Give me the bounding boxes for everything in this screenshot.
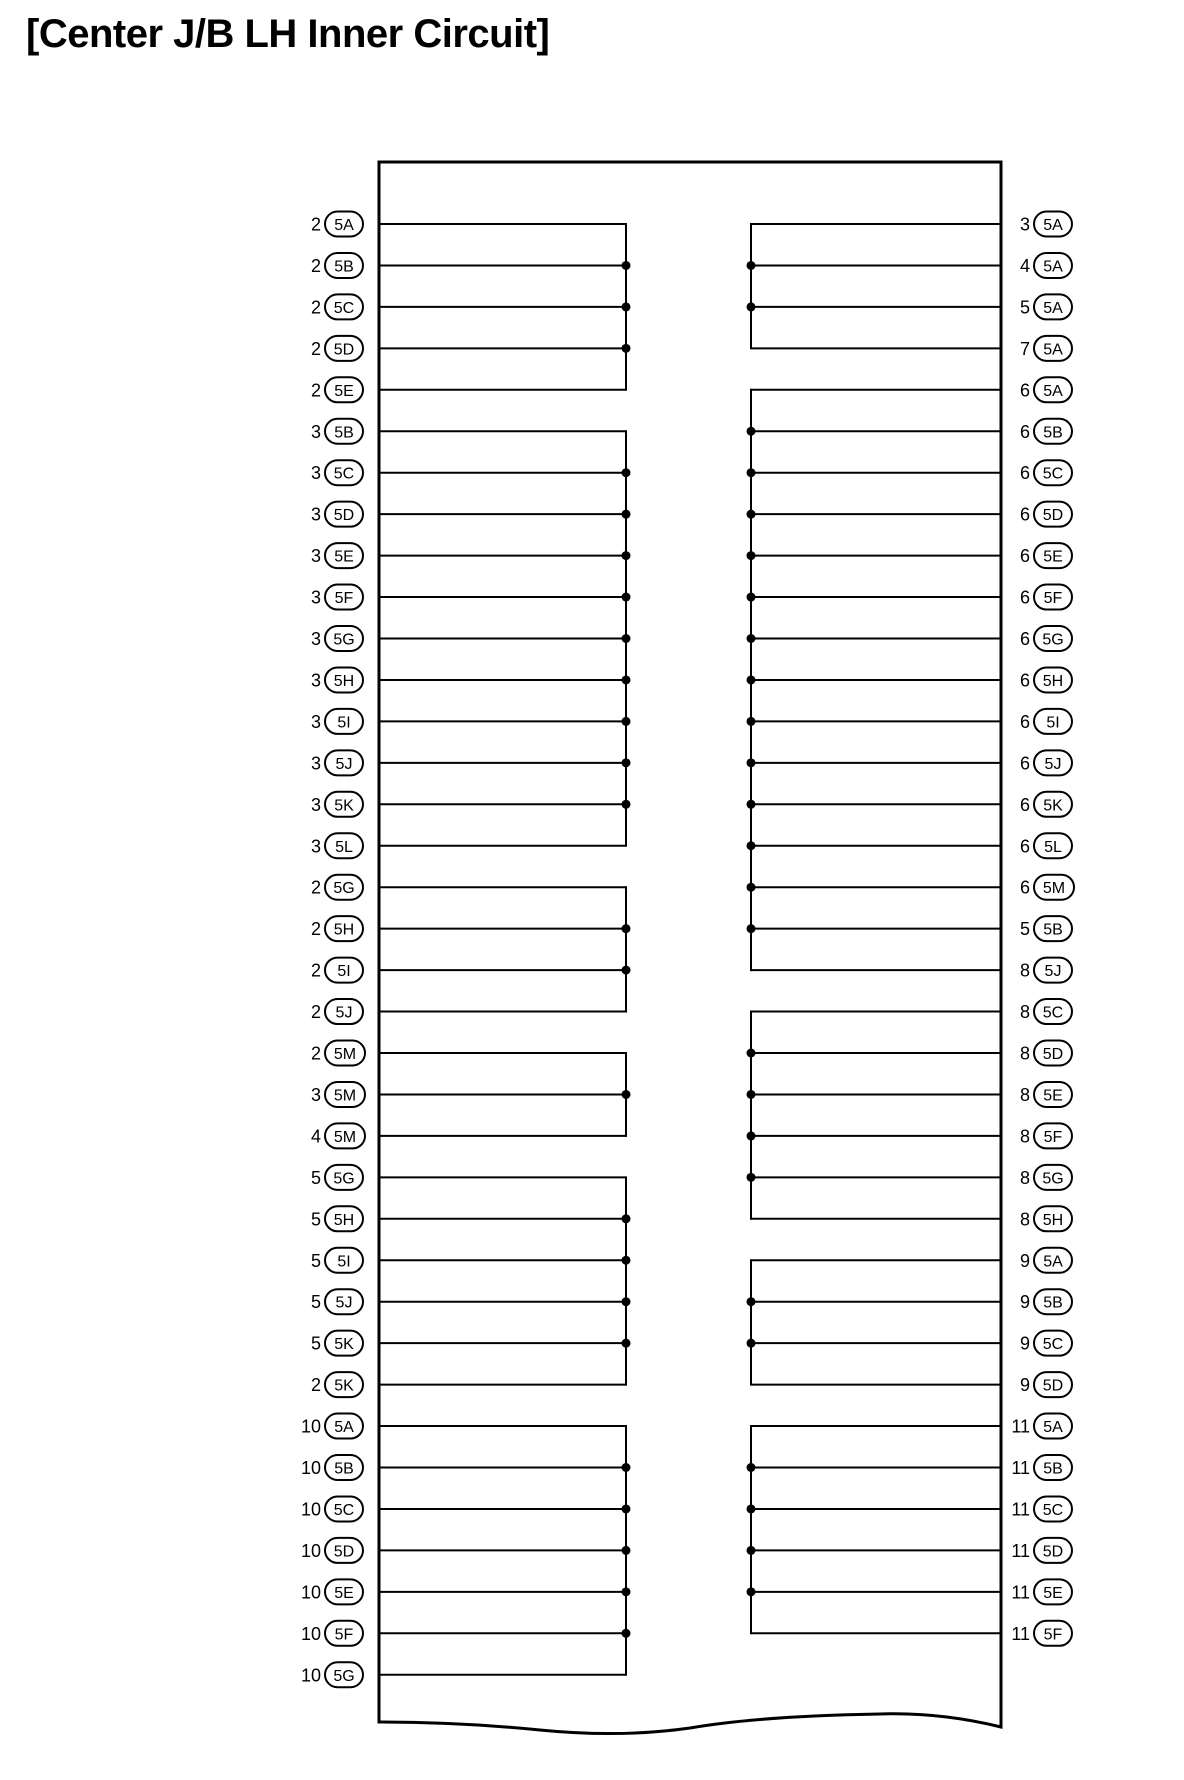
pin-number: 10 [300, 1458, 321, 1478]
left-terminal [311, 709, 363, 734]
left-terminal [311, 1123, 365, 1148]
junction-dot [622, 1297, 631, 1306]
pin-number: 3 [310, 794, 321, 815]
right-terminal [1020, 1082, 1072, 1107]
left-terminal [311, 502, 363, 527]
connector-label: 5B [1043, 921, 1063, 939]
connector-label: 5M [333, 1128, 357, 1146]
connector-label: 5G [333, 631, 355, 649]
left-terminal [311, 294, 363, 319]
left-circuit-group [379, 430, 631, 847]
junction-dot [622, 551, 631, 560]
connector-label: 5A [334, 1419, 354, 1437]
left-terminal [311, 460, 363, 485]
right-terminal [1020, 1206, 1072, 1231]
connector-label: 5E [334, 382, 354, 400]
connector-label: 5A [1043, 382, 1063, 400]
left-terminal [311, 1082, 365, 1107]
pin-number: 10 [300, 1623, 321, 1644]
pin-number: 7 [1019, 338, 1030, 359]
junction-dot [622, 1339, 631, 1348]
pin-number: 5 [310, 1333, 321, 1354]
connector-label: 5B [334, 258, 354, 276]
junction-dot [747, 1587, 756, 1596]
left-terminal [311, 1206, 363, 1231]
connector-label: 5A [1043, 1419, 1063, 1437]
pin-number: 6 [1019, 670, 1030, 691]
left-circuit-group [379, 1052, 631, 1137]
connector-label: 5C [1042, 1501, 1064, 1519]
connector-label: 5A [1043, 1253, 1063, 1271]
connector-label: 5J [335, 1294, 353, 1312]
connector-label: 5C [333, 299, 355, 317]
left-circuit-layer [301, 212, 631, 1688]
pin-number: 2 [310, 960, 321, 981]
junction-dot [747, 883, 756, 892]
right-circuit-group [747, 389, 1002, 971]
junction-dot [622, 261, 631, 270]
pin-number: 5 [310, 1292, 321, 1313]
pin-number: 8 [1019, 1084, 1030, 1105]
connector-label: 5E [1043, 1584, 1063, 1602]
connector-label: 5A [1043, 217, 1063, 234]
right-terminal [1020, 958, 1072, 983]
connector-label: 5A [1043, 341, 1063, 359]
connector-label: 5D [333, 1543, 355, 1561]
connector-label: 5K [1043, 797, 1063, 815]
junction-dot [747, 675, 756, 684]
left-terminal [301, 1662, 363, 1687]
junction-dot [622, 1090, 631, 1099]
connector-label: 5J [335, 1004, 353, 1022]
junction-dot [747, 1504, 756, 1513]
right-terminal [1020, 709, 1072, 734]
right-terminal [1020, 916, 1072, 941]
junction-dot [622, 675, 631, 684]
junction-dot [747, 841, 756, 850]
pin-number: 5 [1019, 919, 1030, 940]
junction-dot [622, 966, 631, 975]
right-terminal [1011, 1579, 1072, 1604]
left-terminal [311, 792, 363, 817]
pin-number: 2 [310, 877, 321, 898]
junction-dot [622, 468, 631, 477]
left-terminal [311, 253, 363, 278]
junction-dot [622, 1463, 631, 1472]
left-terminal [311, 1289, 363, 1314]
right-terminal [1020, 667, 1072, 692]
connector-label: 5I [1046, 714, 1060, 732]
left-terminal [311, 958, 363, 983]
pin-number: 2 [310, 338, 321, 359]
pin-number: 3 [310, 504, 321, 525]
connector-label: 5A [1043, 258, 1063, 276]
pin-number: 3 [310, 1084, 321, 1105]
pin-number: 10 [300, 1665, 321, 1686]
junction-dot [747, 634, 756, 643]
right-terminal [1020, 1123, 1072, 1148]
junction-dot [747, 1297, 756, 1306]
junction-dot [622, 758, 631, 767]
connector-label: 5F [334, 1626, 354, 1644]
connector-label: 5E [1043, 548, 1063, 566]
pin-number: 6 [1019, 463, 1030, 484]
connector-label: 5E [334, 548, 354, 566]
connector-label: 5I [337, 714, 351, 732]
left-terminal [301, 1455, 363, 1480]
right-terminal [1020, 419, 1072, 444]
right-terminal [1020, 377, 1072, 402]
right-terminal [1020, 585, 1072, 610]
junction-dot [622, 1256, 631, 1265]
right-terminal [1020, 1372, 1072, 1397]
connector-label: 5J [1044, 963, 1062, 981]
junction-dot [747, 551, 756, 560]
junction-dot [747, 302, 756, 311]
connector-label: 5M [333, 1046, 357, 1063]
connector-label: 5B [1043, 424, 1063, 442]
junction-block-outline [379, 162, 1001, 1734]
left-terminal [311, 543, 363, 568]
connector-label: 5H [333, 672, 355, 690]
pin-number: 5 [310, 1209, 321, 1230]
pin-number: 11 [1011, 1458, 1030, 1478]
connector-label: 5F [1043, 1626, 1063, 1644]
pin-number: 6 [1019, 877, 1030, 898]
right-circuit-group [747, 1259, 1002, 1385]
connector-label: 5D [1042, 507, 1064, 525]
left-terminal [301, 1414, 363, 1439]
right-circuit-group [747, 1011, 1002, 1220]
connector-label: 5J [335, 755, 353, 773]
left-terminal [311, 750, 363, 775]
right-terminal [1011, 1621, 1072, 1646]
connector-label: 5K [334, 797, 354, 815]
right-circuit-layer [747, 212, 1075, 1646]
junction-dot [747, 924, 756, 933]
junction-dot [622, 1504, 631, 1513]
pin-number: 8 [1019, 1043, 1030, 1064]
pin-number: 8 [1019, 1002, 1030, 1023]
left-terminal [311, 585, 363, 610]
connector-label: 5D [333, 341, 355, 359]
pin-number: 8 [1019, 1126, 1030, 1147]
pin-number: 6 [1019, 753, 1030, 774]
left-circuit-group [379, 886, 631, 1012]
left-terminal [311, 626, 363, 651]
right-terminal [1011, 1538, 1072, 1563]
left-terminal [311, 667, 363, 692]
junction-dot [747, 758, 756, 767]
pin-number: 6 [1019, 504, 1030, 525]
right-terminal [1011, 1496, 1072, 1521]
pin-number: 10 [300, 1540, 321, 1561]
junction-dot [747, 1546, 756, 1555]
left-terminal [311, 1331, 363, 1356]
junction-dot [622, 510, 631, 519]
junction-dot [747, 1339, 756, 1348]
connector-label: 5D [1042, 1543, 1064, 1561]
connector-label: 5B [1043, 1460, 1063, 1478]
pin-number: 4 [310, 1126, 321, 1147]
junction-dot [622, 593, 631, 602]
left-terminal [311, 833, 363, 858]
right-terminal [1020, 543, 1072, 568]
connector-label: 5B [334, 424, 354, 442]
connector-label: 5B [1043, 1294, 1063, 1312]
pin-number: 6 [1019, 794, 1030, 815]
left-terminal [311, 916, 363, 941]
right-terminal [1020, 336, 1072, 361]
junction-dot [622, 924, 631, 933]
junction-dot [747, 1090, 756, 1099]
left-circuit-group [379, 223, 631, 391]
junction-dot [747, 510, 756, 519]
connector-label: 5F [1043, 590, 1063, 608]
connector-label: 5I [337, 1253, 351, 1271]
pin-number: 5 [310, 1167, 321, 1188]
connector-label: 5E [334, 1584, 354, 1602]
connector-label: 5G [1042, 1170, 1064, 1188]
right-terminal [1020, 833, 1072, 858]
pin-number: 2 [310, 1043, 321, 1064]
right-terminal [1020, 1165, 1072, 1190]
left-terminal [311, 212, 363, 237]
pin-number: 2 [310, 214, 321, 235]
right-circuit-group [747, 1425, 1002, 1634]
connector-label: 5G [1042, 631, 1064, 649]
pin-number: 3 [310, 421, 321, 442]
left-circuit-group [379, 1425, 631, 1676]
right-circuit-group [747, 223, 1002, 349]
pin-number: 8 [1019, 1209, 1030, 1230]
junction-dot [622, 634, 631, 643]
pin-number: 9 [1019, 1375, 1030, 1396]
left-terminal [311, 336, 363, 361]
connector-label: 5C [333, 465, 355, 483]
pin-number: 11 [1011, 1540, 1030, 1561]
left-circuit-group [379, 1176, 631, 1385]
pin-number: 10 [300, 1499, 321, 1520]
connector-label: 5M [333, 1087, 357, 1105]
connector-label: 5H [333, 1211, 355, 1229]
pin-number: 2 [310, 297, 321, 318]
pin-number: 3 [310, 546, 321, 567]
connector-label: 5I [337, 963, 351, 981]
junction-dot [747, 1463, 756, 1472]
right-terminal [1020, 1331, 1072, 1356]
connector-label: 5A [334, 217, 354, 234]
right-terminal [1020, 502, 1072, 527]
connector-label: 5L [335, 838, 353, 856]
right-terminal [1020, 750, 1072, 775]
pin-number: 6 [1019, 836, 1030, 857]
left-terminal [311, 875, 363, 900]
pin-number: 2 [310, 1375, 321, 1396]
connector-label: 5A [1043, 299, 1063, 317]
connector-label: 5G [333, 1170, 355, 1188]
right-terminal [1020, 294, 1072, 319]
pin-number: 9 [1019, 1250, 1030, 1271]
pin-number: 6 [1019, 546, 1030, 567]
pin-number: 3 [310, 587, 321, 608]
pin-number: 11 [1011, 1416, 1030, 1437]
junction-dot [747, 1131, 756, 1140]
left-terminal [311, 419, 363, 444]
left-terminal [311, 1165, 363, 1190]
pin-number: 3 [310, 463, 321, 484]
junction-dot [747, 468, 756, 477]
connector-label: 5C [1042, 465, 1064, 483]
pin-number: 5 [1019, 297, 1030, 318]
junction-dot [747, 800, 756, 809]
right-terminal [1020, 875, 1074, 900]
connector-label: 5M [1042, 880, 1066, 898]
pin-number: 2 [310, 255, 321, 276]
right-terminal [1020, 1289, 1072, 1314]
junction-dot [622, 717, 631, 726]
right-terminal [1020, 1041, 1072, 1066]
junction-dot [747, 593, 756, 602]
pin-number: 3 [310, 711, 321, 732]
left-terminal [311, 1041, 365, 1066]
junction-dot [747, 261, 756, 270]
pin-number: 11 [1011, 1582, 1030, 1603]
pin-number: 2 [310, 919, 321, 940]
connector-label: 5D [333, 507, 355, 525]
connector-label: 5J [1044, 755, 1062, 773]
connector-label: 5G [333, 1667, 355, 1685]
pin-number: 6 [1019, 421, 1030, 442]
pin-number: 3 [310, 753, 321, 774]
connector-label: 5E [1043, 1087, 1063, 1105]
pin-number: 9 [1019, 1292, 1030, 1313]
right-terminal [1011, 1455, 1072, 1480]
junction-dot [747, 1049, 756, 1058]
left-terminal [311, 1248, 363, 1273]
connector-label: 5D [1042, 1377, 1064, 1395]
right-terminal [1020, 1248, 1072, 1273]
right-terminal [1020, 626, 1072, 651]
junction-dot [622, 800, 631, 809]
pin-number: 11 [1011, 1499, 1030, 1520]
pin-number: 11 [1011, 1623, 1030, 1644]
right-terminal [1020, 460, 1072, 485]
left-terminal [301, 1579, 363, 1604]
connector-label: 5H [333, 921, 355, 939]
connector-label: 5D [1042, 1046, 1064, 1063]
pin-number: 2 [310, 1002, 321, 1023]
pin-number: 9 [1019, 1333, 1030, 1354]
right-terminal [1011, 1414, 1072, 1439]
left-terminal [311, 377, 363, 402]
right-terminal [1020, 792, 1072, 817]
left-terminal [301, 1621, 363, 1646]
right-terminal [1020, 253, 1072, 278]
connector-label: 5K [334, 1336, 354, 1354]
junction-dot [622, 1214, 631, 1223]
right-terminal [1020, 212, 1072, 237]
junction-dot [622, 1546, 631, 1555]
connector-label: 5H [1042, 672, 1064, 690]
connector-label: 5B [334, 1460, 354, 1478]
pin-number: 4 [1019, 255, 1030, 276]
junction-dot [622, 302, 631, 311]
connector-label: 5K [334, 1377, 354, 1395]
connector-label: 5F [1043, 1128, 1063, 1146]
diagram-title: [Center J/B LH Inner Circuit] [26, 12, 550, 56]
pin-number: 3 [1019, 214, 1030, 235]
pin-number: 3 [310, 629, 321, 649]
left-terminal [301, 1538, 363, 1563]
pin-number: 2 [310, 380, 321, 401]
pin-number: 3 [310, 836, 321, 857]
pin-number: 10 [300, 1582, 321, 1603]
junction-dot [622, 1587, 631, 1596]
connector-label: 5C [1042, 1336, 1064, 1354]
junction-dot [622, 1629, 631, 1638]
pin-number: 5 [310, 1250, 321, 1271]
junction-dot [622, 344, 631, 353]
connector-label: 5L [1044, 838, 1062, 856]
junction-dot [747, 1173, 756, 1182]
pin-number: 6 [1019, 711, 1030, 732]
connector-label: 5G [333, 880, 355, 898]
connector-label: 5H [1042, 1211, 1064, 1229]
left-terminal [311, 1372, 363, 1397]
pin-number: 3 [310, 670, 321, 691]
pin-number: 10 [300, 1416, 321, 1437]
pin-number: 6 [1019, 587, 1030, 608]
connector-label: 5F [334, 590, 354, 608]
left-terminal [301, 1496, 363, 1521]
left-terminal [311, 999, 363, 1024]
junction-dot [747, 717, 756, 726]
pin-number: 6 [1019, 380, 1030, 401]
pin-number: 8 [1019, 1167, 1030, 1188]
pin-number: 8 [1019, 960, 1030, 981]
right-terminal [1020, 999, 1072, 1024]
connector-label: 5C [1042, 1004, 1064, 1022]
junction-dot [747, 427, 756, 436]
connector-label: 5C [333, 1501, 355, 1519]
pin-number: 6 [1019, 629, 1030, 649]
